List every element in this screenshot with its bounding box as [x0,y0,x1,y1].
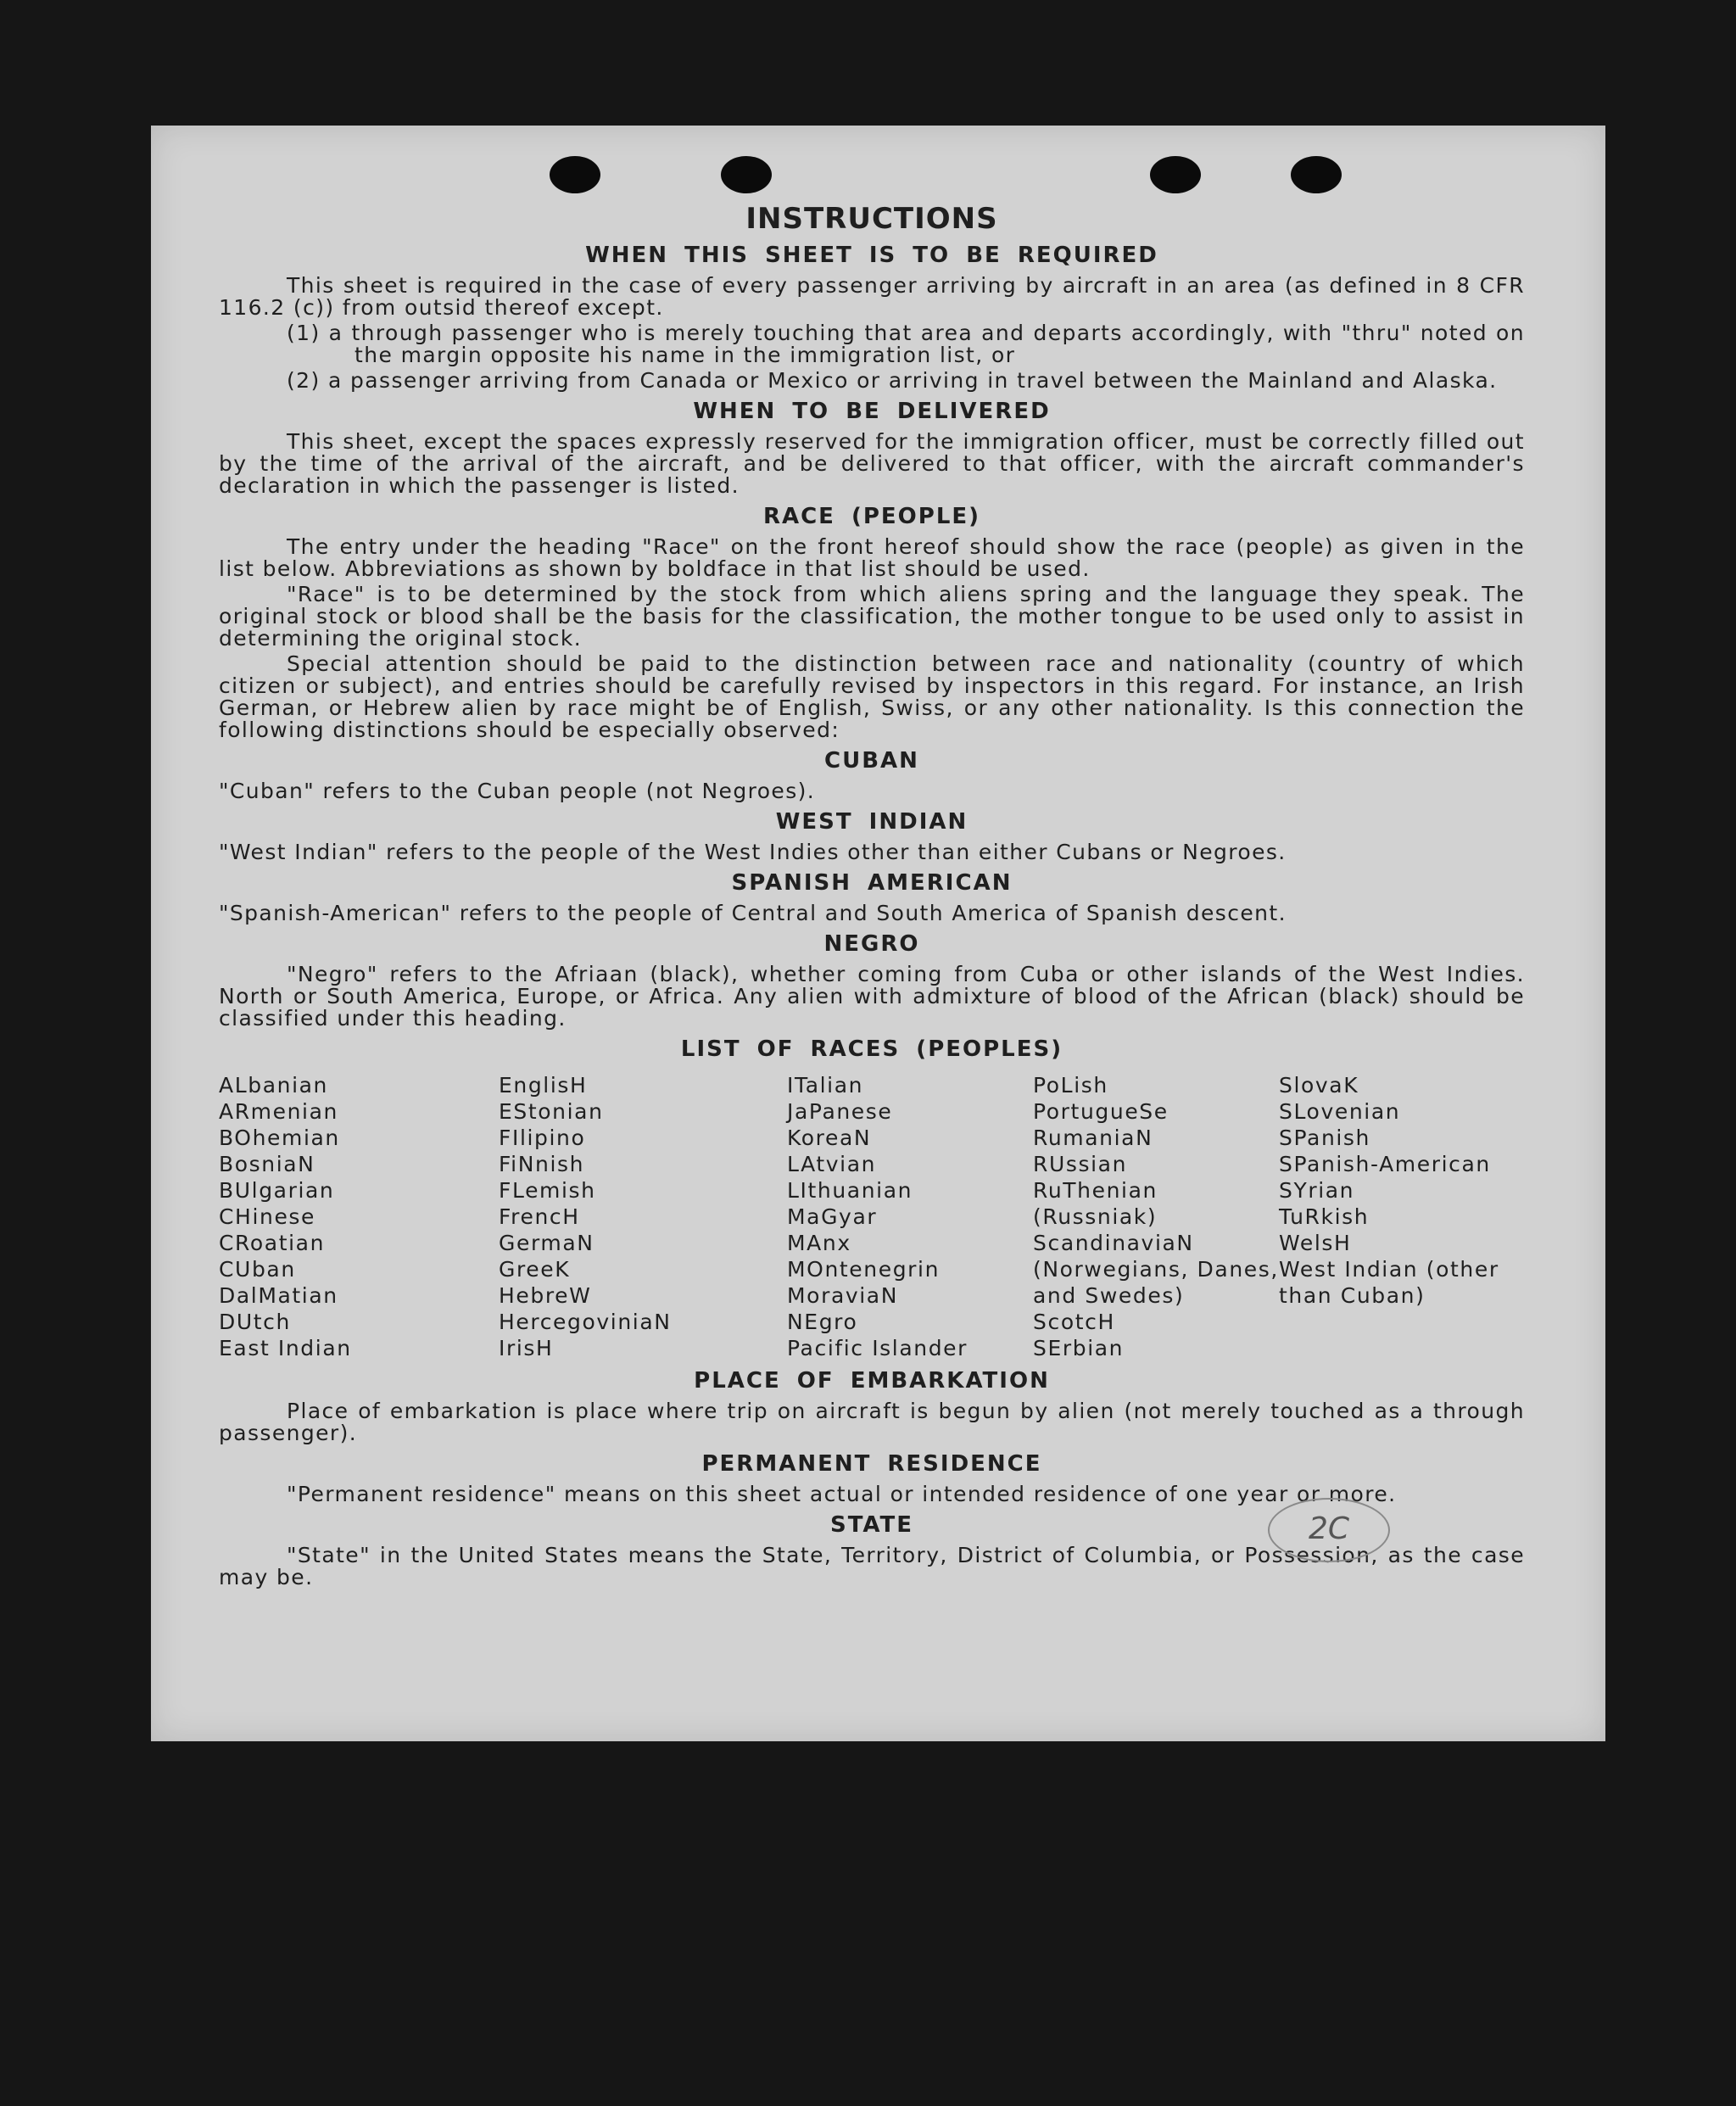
paragraph-spanish-american: "Spanish-American" refers to the people of Central and South America of Spanish descent. [219,901,1287,925]
paragraph-race-3: Special attention should be paid to the distinction between race and nationality (country of which citizen or subject), and entries should be carefully revised by inspectors in this regard. For instance, an Irish German, or Hebrew alien by race might be of English, Swiss, or any other nationality. Is this connection the following distinctions should be especially observed: [219,651,1525,742]
heading-delivered: WHEN TO BE DELIVERED [693,399,1051,424]
race-item: GermaN [499,1231,594,1255]
punch-hole [721,156,772,193]
race-item: RumaniaN [1033,1126,1153,1150]
race-item: WelsH [1279,1231,1352,1255]
race-item: East Indian [219,1336,352,1360]
paragraph-delivered: This sheet, except the spaces expressly reserved for the immigration officer, must be correctly filled out by the time of the arrival of the aircraft, and be delivered to that officer, with the aircraft commander's declaration in which the passenger is listed. [219,429,1525,498]
heading-required: WHEN THIS SHEET IS TO BE REQUIRED [585,243,1158,268]
race-item: SErbian [1033,1336,1125,1360]
punch-hole [1150,156,1201,193]
heading-list-of-races: LIST OF RACES (PEOPLES) [680,1036,1063,1062]
race-item: MAnx [787,1231,851,1255]
race-item: HercegoviniaN [499,1310,672,1334]
race-item: ALbanian [219,1073,328,1098]
race-item: EStonian [499,1099,604,1124]
races-column-3 [787,1072,1033,1361]
race-item: MoraviaN [787,1283,899,1308]
heading-embarkation: PLACE OF EMBARKATION [694,1368,1050,1394]
race-item: CHinese [219,1204,316,1229]
race-item: DUtch [219,1310,291,1334]
exception-item-2: (2) a passenger arriving from Canada or Mexico or arriving in travel between the Mainland and Alaska. [287,368,1498,393]
heading-residence: PERMANENT RESIDENCE [701,1451,1042,1477]
heading-cuban: CUBAN [824,748,919,774]
race-item: JaPanese [787,1099,893,1124]
exception-item-1: (1) a through passenger who is merely touching that area and departs accordingly, with "thru" noted on the margin opposite his name in the immigration list, or [287,321,1525,367]
paragraph-residence: "Permanent residence" means on this sheet actual or intended residence of one year or more. [287,1482,1397,1506]
race-item: IrisH [499,1336,554,1360]
race-item: KoreaN [787,1126,872,1150]
race-item: Pacific Islander [787,1336,968,1360]
race-item: EnglisH [499,1073,588,1098]
race-item: TuRkish [1279,1204,1370,1229]
paragraph-race-1: The entry under the heading "Race" on the front hereof should show the race (people) as given in the list below. Abbreviations as shown by boldface in that list should be used. [219,534,1525,581]
race-item: FiNnish [499,1152,585,1176]
race-item: FrencH [499,1204,580,1229]
race-item: ITalian [787,1073,864,1098]
races-column-1 [219,1072,499,1361]
race-item: BOhemian [219,1126,340,1150]
race-item: PoLish [1033,1073,1108,1098]
race-item: MaGyar [787,1204,878,1229]
race-item: SLovenian [1279,1099,1401,1124]
punch-hole [550,156,600,193]
race-item: FLemish [499,1178,596,1203]
race-item: RuThenian (Russniak) [1033,1178,1158,1229]
race-item: LIthuanian [787,1178,913,1203]
heading-negro: NEGRO [823,931,920,957]
race-item: LAtvian [787,1152,877,1176]
race-item: BUlgarian [219,1178,335,1203]
race-item: PortugueSe [1033,1099,1169,1124]
document-sheet [151,126,1605,1741]
race-item: GreeK [499,1257,571,1282]
handwritten-stamp: 2C [1268,1498,1390,1562]
race-item: ScandinaviaN (Norwegians, Danes, and Swedes) [1033,1231,1279,1308]
races-list [219,1072,1525,1361]
paragraph-required: This sheet is required in the case of every passenger arriving by aircraft in an area (as defined in 8 CFR 116.2 (c)) from outsid thereof except. [219,273,1525,320]
race-item: RUssian [1033,1152,1128,1176]
punch-hole [1291,156,1342,193]
race-item: SlovaK [1279,1073,1359,1098]
paragraph-negro: "Negro" refers to the Afriaan (black), whether coming from Cuba or other islands of the West Indies. North or South America, Europe, or Africa. Any alien with admixture of blood of the African (black) should be classified under this heading. [219,962,1525,1031]
paragraph-cuban: "Cuban" refers to the Cuban people (not Negroes). [219,779,816,803]
race-item: HebreW [499,1283,592,1308]
races-column-4 [1033,1072,1279,1361]
heading-state: STATE [829,1512,914,1538]
races-column-2 [499,1072,787,1361]
race-item: MOntenegrin [787,1257,941,1282]
race-item: ARmenian [219,1099,338,1124]
races-column-5 [1279,1072,1525,1361]
race-item: SPanish-American [1279,1152,1491,1176]
race-item: CUban [219,1257,296,1282]
race-item: ScotcH [1033,1310,1115,1334]
race-item: FIlipino [499,1126,586,1150]
race-item: BosniaN [219,1152,315,1176]
page-title: INSTRUCTIONS [745,202,998,236]
paragraph-state: "State" in the United States means the State, Territory, District of Columbia, or Possession, as the case may be. [219,1543,1525,1589]
paragraph-embarkation: Place of embarkation is place where trip on aircraft is begun by alien (not merely touched as a through passenger). [219,1399,1525,1445]
instructions-content [219,202,1525,1592]
race-item: NEgro [787,1310,858,1334]
paragraph-race-2: "Race" is to be determined by the stock from which aliens spring and the language they speak. The original stock or blood shall be the basis for the classification, the mother tongue to be used only to assist in determining the original stock. [219,582,1525,651]
race-item: CRoatian [219,1231,326,1255]
heading-spanish-american: SPANISH AMERICAN [731,870,1013,896]
race-item: West Indian (other than Cuban) [1279,1257,1499,1308]
heading-race: RACE (PEOPLE) [762,504,981,529]
race-item: DalMatian [219,1283,338,1308]
race-item: SPanish [1279,1126,1371,1150]
race-item: SYrian [1279,1178,1355,1203]
paragraph-west-indian: "West Indian" refers to the people of the West Indies other than either Cubans or Negroes. [219,840,1287,864]
heading-west-indian: WEST INDIAN [775,809,968,835]
